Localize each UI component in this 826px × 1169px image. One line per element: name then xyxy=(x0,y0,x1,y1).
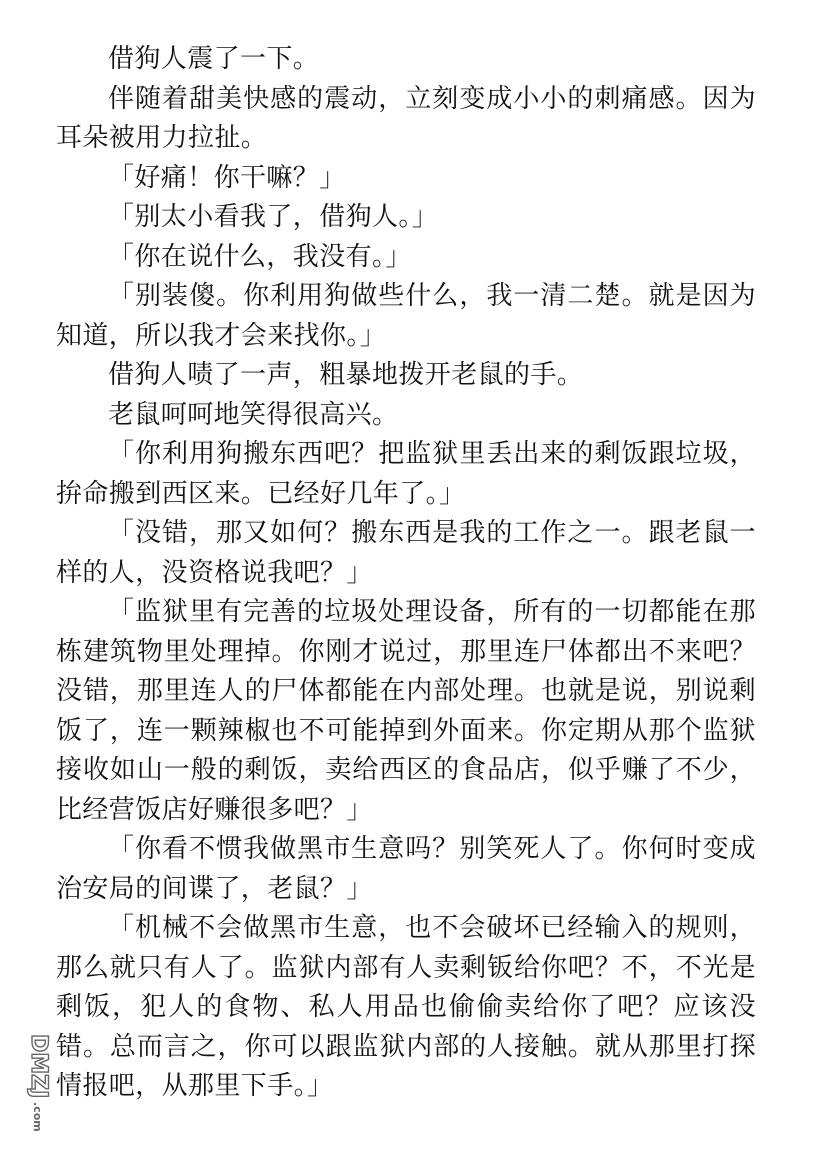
paragraph-4: 「别太小看我了，借狗人。」 xyxy=(108,202,439,232)
paragraph-2: 伴随着甜美快感的震动，立刻变成小小的刺痛感。因为耳朵被用力拉扯。 xyxy=(56,83,756,153)
paragraph-8: 老鼠呵呵地笑得很高兴。 xyxy=(108,399,399,430)
document-page xyxy=(56,40,756,1107)
watermark-text: DMZJ xyxy=(26,1034,51,1099)
watermark-suffix: .com xyxy=(31,1102,44,1132)
paragraph-7: 借狗人啧了一声，粗暴地拨开老鼠的手。 xyxy=(108,360,584,390)
paragraph-12: 「你看不惯我做黑市生意吗？别笑死人了。你何时变成治安局的间谍了，老鼠？」 xyxy=(56,834,756,904)
paragraph-1: 借狗人震了一下。 xyxy=(108,44,320,74)
paragraph-5: 「你在说什么，我没有。」 xyxy=(108,241,412,272)
paragraph-10: 「没错，那又如何？搬东西是我的工作之一。跟老鼠一样的人，没资格说我吧？」 xyxy=(56,518,756,588)
paragraph-6: 「别装傻。你利用狗做些什么，我一清二楚。就是因为知道，所以我才会来找你。」 xyxy=(56,281,756,351)
paragraph-11: 「监狱里有完善的垃圾处理设备，所有的一切都能在那栋建筑物里处理掉。你刚才说过，那里连尸体都出不来吧？没错，那里连人的尸体都能在内部处理。也就是说，别说剩饭了，连一颗辣椒也不可能掉到外面来。你定期从那个监狱接收如山一般的剩饭，卖给西区的食品店，似乎赚了不少，比经营饭店好赚很多吧？」 xyxy=(56,597,756,825)
paragraph-3: 「好痛！你干嘛？」 xyxy=(108,162,346,193)
paragraph-13: 「机械不会做黑市生意，也不会破坏已经输入的规则，那么就只有人了。监狱内部有人卖剩钣给你吧？不，不光是剩饭，犯人的食物、私人用品也偷偷卖给你了吧？应该没错。总而言之，你可以跟监狱内部的人接触。就从那里打探情报吧，从那里下手。」 xyxy=(56,913,756,1101)
watermark-logo-icon xyxy=(8,1030,51,1160)
watermark-logo xyxy=(8,1030,51,1160)
paragraph-9: 「你利用狗搬东西吧？把监狱里丢出来的剩饭跟垃圾，拚命搬到西区来。已经好几年了。」 xyxy=(56,439,756,509)
